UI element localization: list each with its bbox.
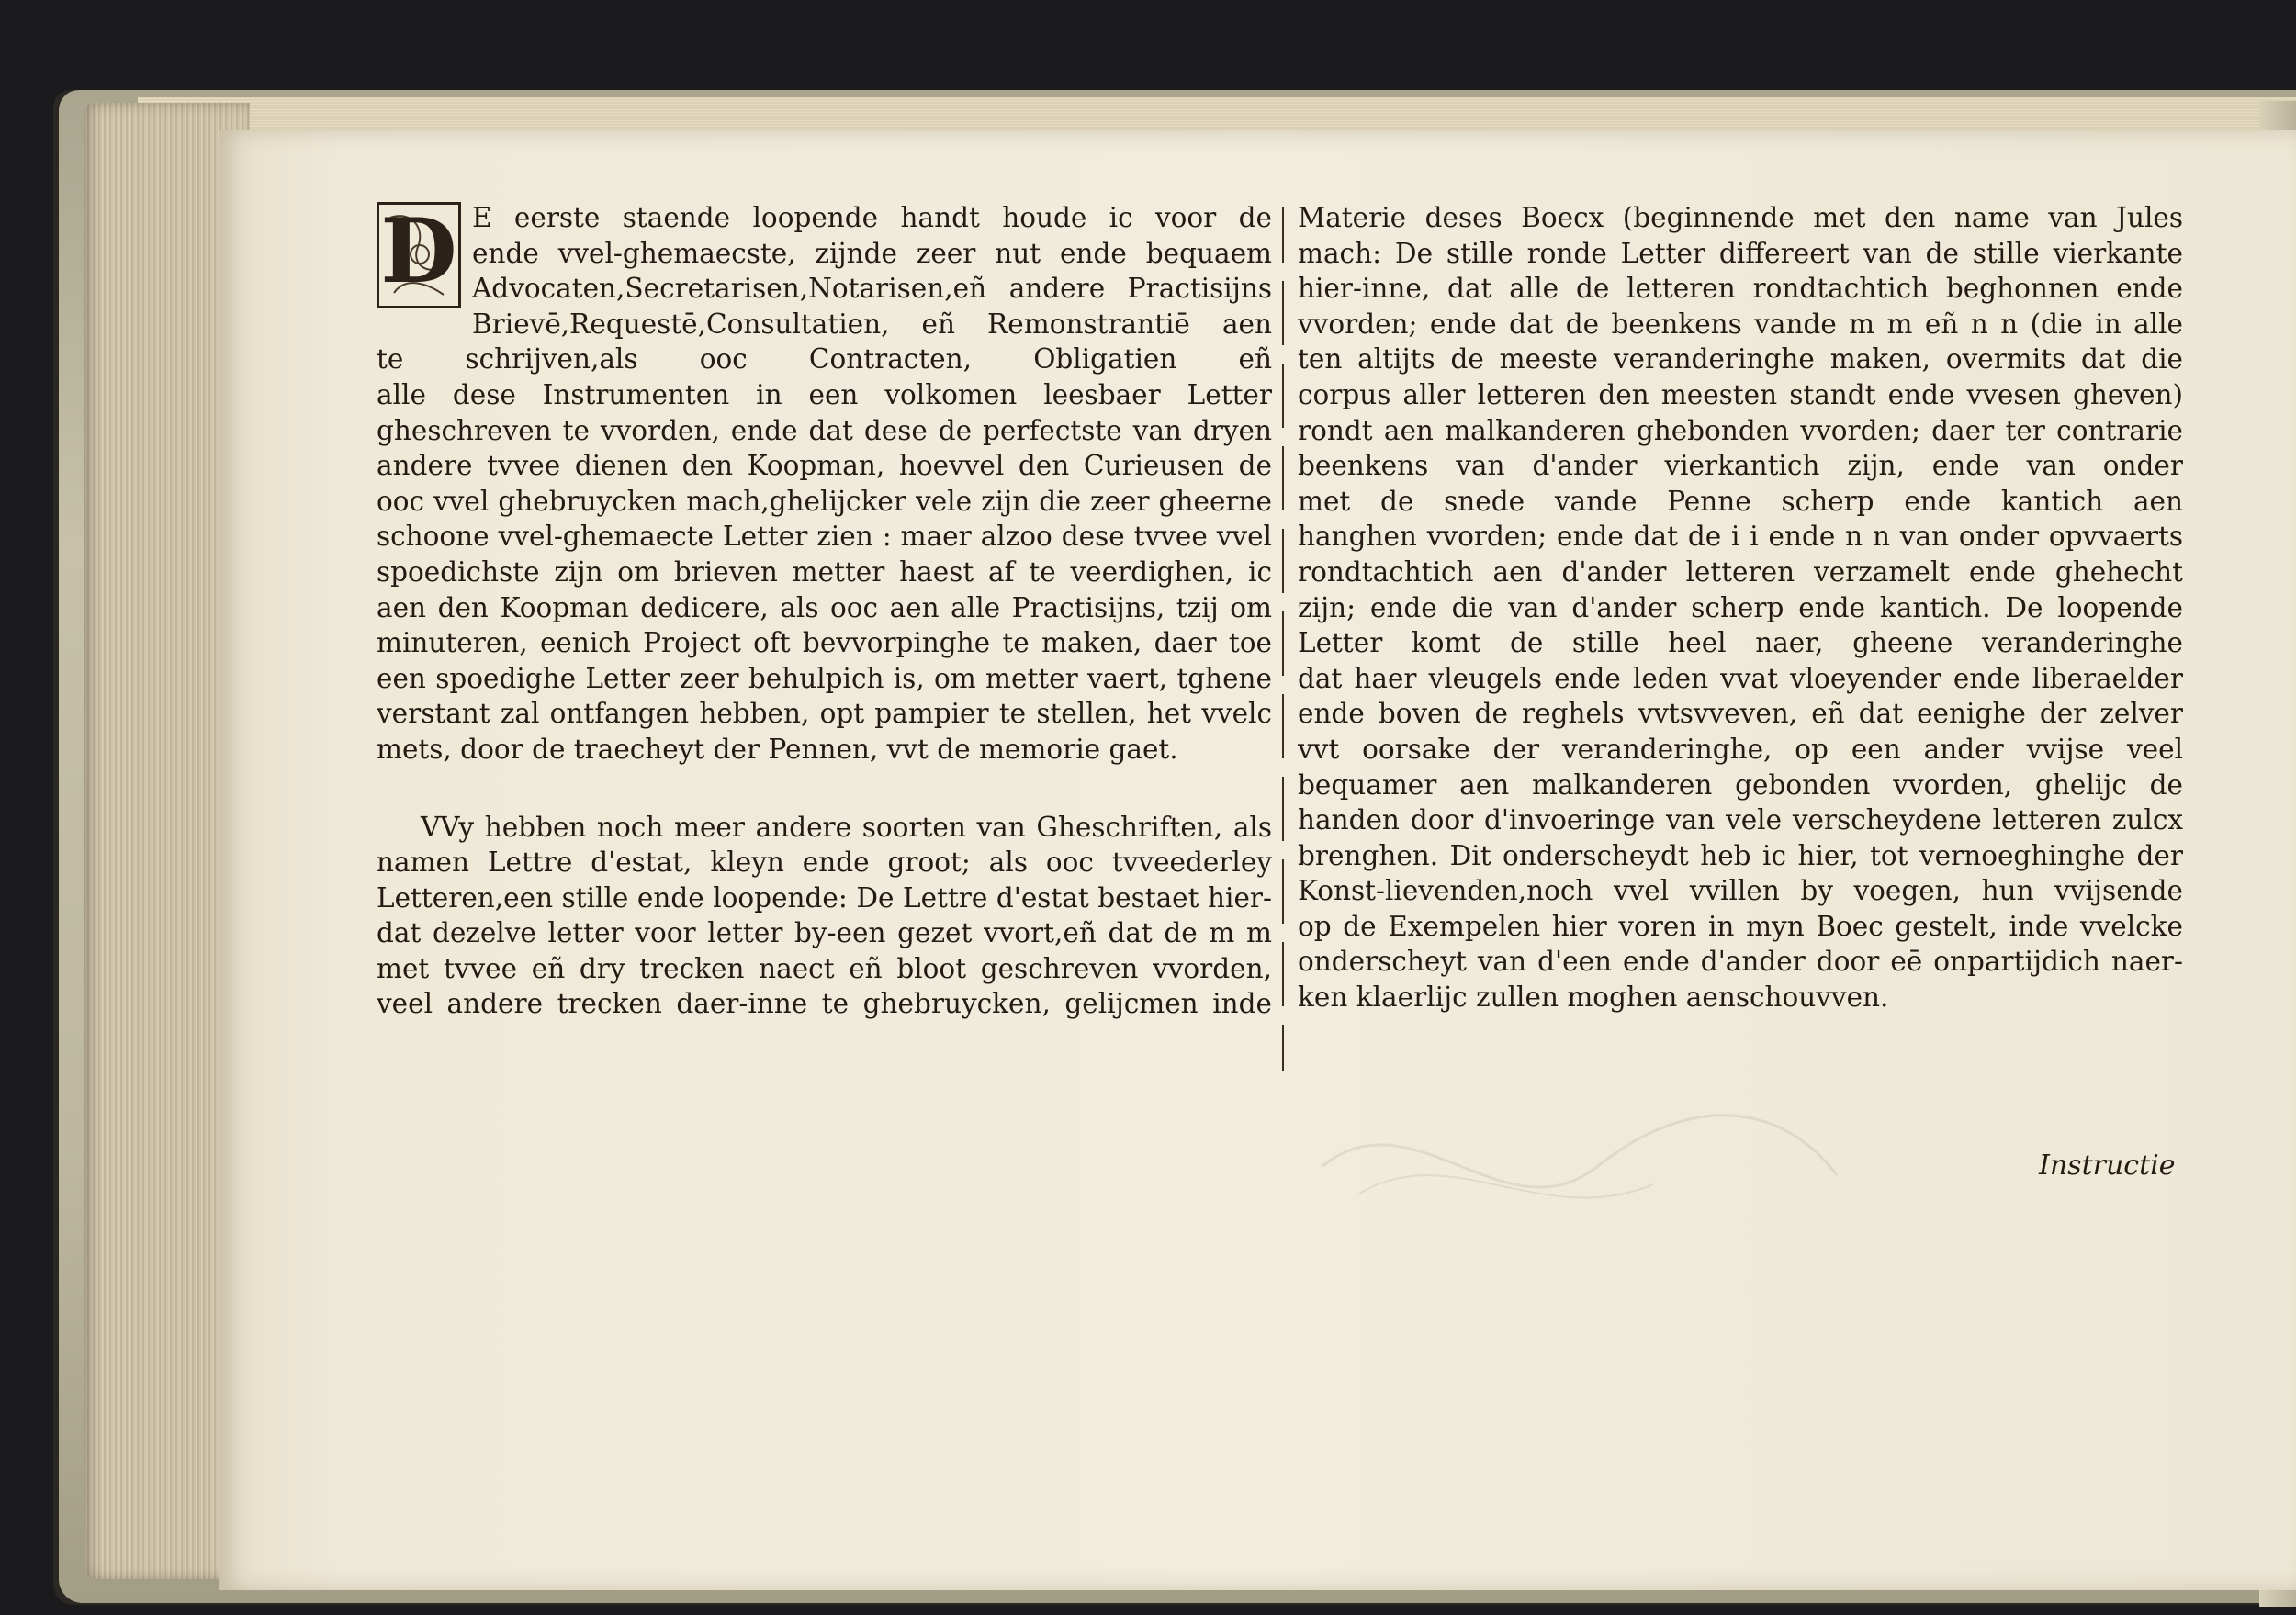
text-line: met de snede vande Penne scherp ende kantich aen [1298,485,2183,517]
text-line: rondtachtich aen d'ander letteren verzamelt ende ghehecht [1298,555,2183,588]
text-line: mach: De stille ronde Letter differeert van de stille vierkante [1298,237,2183,269]
show-through-flourish [1304,1083,1855,1249]
text-line: namen Lettre d'estat, kleyn ende groot; als ooc tvveederley [377,847,1272,879]
catchword: Instructie [2039,1150,2176,1182]
text-line: ende vvel-ghemaecste, zijnde zeer nut ende bequaem [472,237,1272,269]
text-line: aen den Koopman dedicere, als ooc aen alle Practisijns, tzij om [377,591,1272,623]
text-line: ken klaerlijc zullen moghen aenschouvven. [1298,981,1889,1014]
text-line: Brievē,Requestē,Consultatien, eñ Remonstrantiē aen [472,308,1272,340]
text-line: ende boven de reghels vvtsvveven, eñ dat eenighe der zelver [1298,698,2183,730]
text-line: Letter komt de stille heel naer, gheene veranderinghe [1298,627,2183,659]
text-line: dat dezelve letter voor letter by-een gezet vvort,eñ dat de m m [377,917,1272,949]
text-line: rondt aen malkanderen ghebonden vvorden; daer ter contrarie [1298,414,2183,446]
text-line: ooc vvel ghebruycken mach,ghelijcker vele zijn die zeer gheerne [377,485,1272,517]
text-line: vvorden; ende dat de beenkens vande m m eñ n n (die in alle [1298,308,2183,340]
text-line: beenkens van d'ander vierkantich zijn, ende van onder [1298,450,2183,482]
text-line: veel andere trecken daer-inne te ghebruycken, gelijcmen inde [377,988,1272,1020]
text-line: hier-inne, dat alle de letteren rondtachtich beghonnen ende [1298,273,2183,305]
left-text-column [377,200,1272,1022]
text-line: minuteren, eenich Project oft bevvorpinghe te maken, daer toe [377,627,1272,659]
text-line: een spoedighe Letter zeer behulpich is, om metter vaert, tghene [377,662,1272,694]
text-line: zijn; ende die van d'ander scherp ende kantich. De loopende [1298,591,2183,623]
text-line: Advocaten,Secretarisen,Notarisen,eñ andere Practisijns [472,273,1272,305]
text-line: vvt oorsake der veranderinghe, op een ander vvijse veel [1298,733,2183,765]
text-line: op de Exempelen hier voren in myn Boec gestelt, inde vvelcke [1298,910,2183,942]
text-line: bequamer aen malkanderen gebonden vvorden, ghelijc de [1298,768,2183,801]
text-line: ten altijts de meeste veranderinghe maken, overmits dat die [1298,343,2183,376]
text-line: E eerste staende loopende handt houde ic voor de [472,202,1272,233]
text-line: Letteren,een stille ende loopende: De Lettre d'estat bestaet hier- [377,881,1272,914]
column-divider-marks [1278,207,1288,1071]
paragraph-2 [377,810,1272,1023]
text-line: VVy hebben noch meer andere soorten van Gheschriften, als [421,811,1272,843]
text-line: te schrijven,als ooc Contracten, Obligatien eñ [377,343,1272,376]
text-line: gheschreven te vvorden, ende dat dese de perfectste van dryen [377,414,1272,446]
text-line: Materie deses Boecx (beginnende met den name van Jules [1298,202,2183,233]
text-line: schoone vvel-ghemaecte Letter zien : maer alzoo dese tvvee vvel [377,521,1272,553]
text-line: onderscheyt van d'een ende d'ander door eē onpartijdich naer- [1298,946,2183,978]
text-line: handen door d'invoeringe van vele verscheydene letteren zulcx [1298,804,2183,836]
text-line: andere tvvee dienen den Koopman, hoevvel den Curieusen de [377,450,1272,482]
text-line: hanghen vvorden; ende dat de i i ende n n van onder opvvaerts [1298,521,2183,553]
text-line: dat haer vleugels ende leden vvat vloeyender ende liberaelder [1298,662,2183,694]
right-text-column [1298,200,2183,1015]
drop-cap-letter: D [380,199,457,303]
text-line: verstant zal ontfangen hebben, opt pampier te stellen, het vvelc [377,698,1272,730]
text-line: met tvvee eñ dry trecken naect eñ bloot geschreven vvorden, [377,952,1272,984]
decorated-initial [377,199,461,308]
text-line: corpus aller letteren den meesten standt ende vvesen gheven) [1298,378,2183,410]
text-line: Konst-lievenden,noch vvel vvillen by voegen, hun vvijsende [1298,875,2183,907]
text-line: alle dese Instrumenten in een volkomen leesbaer Letter [377,378,1272,410]
text-line: brenghen. Dit onderscheydt heb ic hier, tot vernoeghinghe der [1298,839,2183,871]
text-line: spoedichste zijn om brieven metter haest af te veerdighen, ic [377,555,1272,588]
paragraph-1 [377,200,1272,768]
text-line: mets, door de traecheyt der Pennen, vvt de memorie gaet. [377,733,1178,765]
